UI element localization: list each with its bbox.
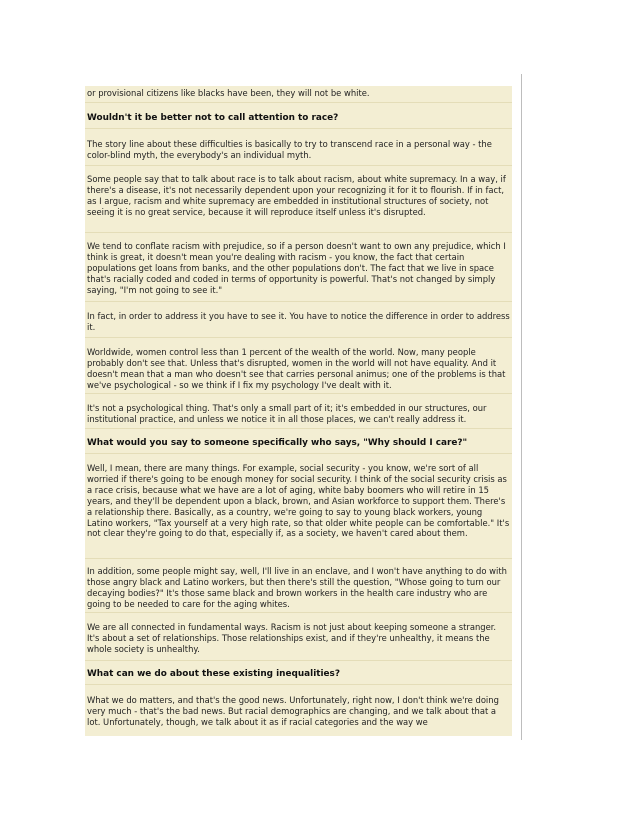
paragraph-separator	[85, 612, 512, 613]
paragraph-separator	[85, 165, 512, 166]
paragraph: Worldwide, women control less than 1 percent of the wealth of the world. Now, many people probably don't see that. Unless that's disrupted, women in the world will not have equality. And it doesn't mean that a man who doesn't see that carries personal animus; one of the problems is that we've psychological - so we think if I fix my psychology I've dealt with it.	[87, 347, 506, 390]
article-body	[85, 86, 512, 736]
paragraph: Some people say that to talk about race is to talk about racism, about white supremacy. In a way, if there's a disease, it's not necessarily dependent upon your recognizing it for it to flourish. If in fact, as I argue, racism and white supremacy are embedded in institutional structures of society, not seeing it is no great service, because it will reproduce itself unless it's disrupted.	[87, 174, 506, 217]
paragraph: The story line about these difficulties is basically to try to transcend race in a personal way - the color-blind myth, the everybody's an individual myth.	[87, 139, 492, 160]
paragraph: We tend to conflate racism with prejudice, so if a person doesn't want to own any prejudice, which I think is great, it doesn't mean you're dealing with racism - you know, the fact that certain populations get loans from banks, and the other populations don't. The fact that we live in space that's racially coded and coded in terms of opportunity is powerful. That's not changed by simply saying, "I'm not going to see it."	[87, 241, 506, 295]
paragraph-separator	[85, 102, 512, 103]
paragraph-separator	[85, 301, 512, 302]
paragraph-separator	[85, 128, 512, 129]
paragraph-separator	[85, 428, 512, 429]
paragraph-separator	[85, 558, 512, 559]
paragraph: In fact, in order to address it you have to see it. You have to notice the difference in order to address it.	[87, 311, 510, 332]
paragraph-separator	[85, 337, 512, 338]
paragraph-separator	[85, 453, 512, 454]
page-column-divider	[521, 74, 522, 740]
paragraph: We are all connected in fundamental ways. Racism is not just about keeping someone a stranger. It's about a set of relationships. Those relationships exist, and if they're unhealthy, it means the whole society is unhealthy.	[87, 622, 497, 654]
paragraph: Well, I mean, there are many things. For example, social security - you know, we're sort of all worried if there's going to be enough money for social security. I think of the social security crisis as a race crisis, because what we have are a lot of aging, white baby boomers who will retire in 15 years, and they'll be dependent upon a black, brown, and Asian workforce to support them. There's a relationship there. Basically, as a country, we're going to say to young black workers, young Latino workers, "Tax yourself at a very high rate, so that older white people can be comfortable." It's not clear they're going to do that, especially if, as a society, we haven't cared about them.	[87, 463, 510, 539]
question-heading: Wouldn't it be better not to call attention to race?	[87, 113, 339, 123]
paragraph: In addition, some people might say, well, I'll live in an enclave, and I won't have anything to do with those angry black and Latino workers, but then there's still the question, "Whose going to turn our decaying bodies?" It's those same black and brown workers in the health care industry who are going to be needed to care for the aging whites.	[87, 566, 507, 609]
paragraph-separator	[85, 232, 512, 233]
paragraph-separator	[85, 393, 512, 394]
paragraph-separator	[85, 660, 512, 661]
question-heading: What can we do about these existing inequalities?	[87, 669, 340, 679]
question-heading: What would you say to someone specifically who says, "Why should I care?"	[87, 438, 468, 448]
paragraph-continuation: or provisional citizens like blacks have been, they will not be white.	[87, 88, 370, 98]
paragraph-separator	[85, 684, 512, 685]
paragraph: It's not a psychological thing. That's only a small part of it; it's embedded in our structures, our institutional practice, and unless we notice it in all those places, we can't really address it.	[87, 403, 487, 424]
paragraph: What we do matters, and that's the good news. Unfortunately, right now, I don't think we're doing very much - that's the bad news. But racial demographics are changing, and we talk about that a lot. Unfortunately, though, we talk about it as if racial categories and the way we	[87, 695, 499, 727]
